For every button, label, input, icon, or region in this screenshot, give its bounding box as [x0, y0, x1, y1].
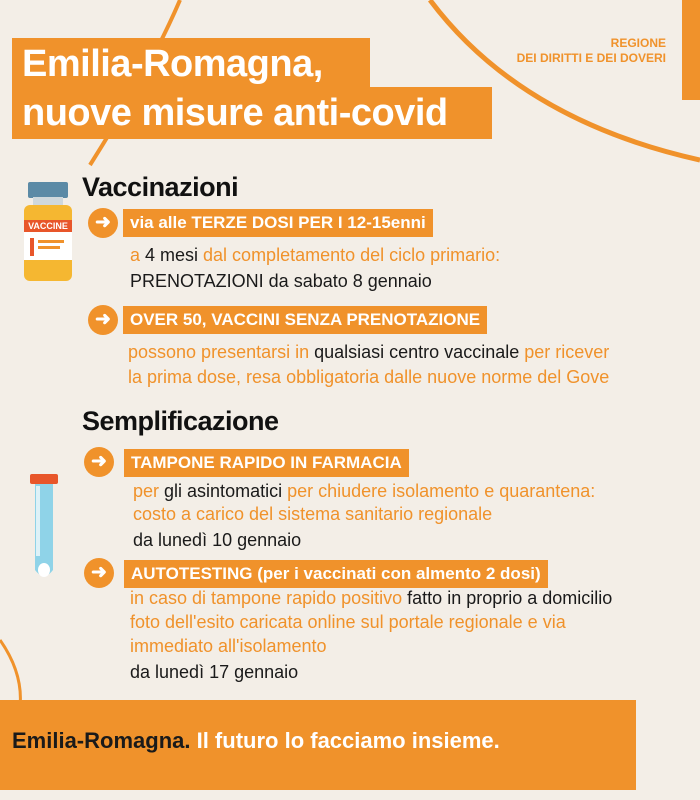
vial-label: VACCINE — [28, 221, 68, 231]
test-tube-icon — [24, 474, 64, 584]
text-line: per gli asintomatici per chiudere isolamento e quarantena: — [133, 481, 596, 501]
text-line: PRENOTAZIONI da sabato 8 gennaio — [130, 271, 432, 291]
text-line: possono presentarsi in qualsiasi centro vaccinale per ricever — [128, 342, 610, 362]
page-title-line1: Emilia-Romagna, — [22, 43, 323, 85]
tag-tampone-farmacia: TAMPONE RAPIDO IN FARMACIA — [124, 449, 409, 477]
arrow-icon: ➜ — [84, 447, 114, 477]
section-heading-vaccinazioni: Vaccinazioni — [82, 172, 239, 202]
arrow-icon: ➜ — [84, 558, 114, 588]
region-line2: DEI DIRITTI E DEI DOVERI — [516, 51, 666, 65]
text-line: da lunedì 10 gennaio — [133, 530, 302, 550]
text-line: immediato all'isolamento — [130, 636, 327, 656]
vaccine-vial-icon — [20, 182, 76, 286]
tag-terze-dosi: via alle TERZE DOSI PER I 12-15enni — [123, 209, 433, 237]
footer-slogan: Emilia-Romagna. Il futuro lo facciamo insieme. — [12, 728, 500, 753]
arrow-icon: ➜ — [88, 208, 118, 238]
text-line: la prima dose, resa obbligatoria dalle nuove norme del Gove — [128, 367, 610, 387]
text-line: foto dell'esito caricata online sul portale regionale e via — [130, 612, 566, 632]
text-line: da lunedì 17 gennaio — [130, 662, 299, 682]
text-line: a 4 mesi dal completamento del ciclo primario: — [130, 245, 501, 265]
region-line1: REGIONE — [610, 36, 666, 50]
tag-autotesting: AUTOTESTING (per i vaccinati con almento 2 dosi) — [124, 560, 548, 588]
text-line: costo a carico del sistema sanitario regionale — [133, 504, 493, 524]
text-line: in caso di tampone rapido positivo fatto in proprio a domicilio — [130, 588, 613, 608]
section-heading-semplificazione: Semplificazione — [82, 406, 279, 436]
tag-over-50: OVER 50, VACCINI SENZA PRENOTAZIONE — [123, 306, 487, 334]
arrow-icon: ➜ — [88, 305, 118, 335]
page-title-line2: nuove misure anti-covid — [22, 92, 448, 134]
region-logo-text — [517, 36, 666, 66]
